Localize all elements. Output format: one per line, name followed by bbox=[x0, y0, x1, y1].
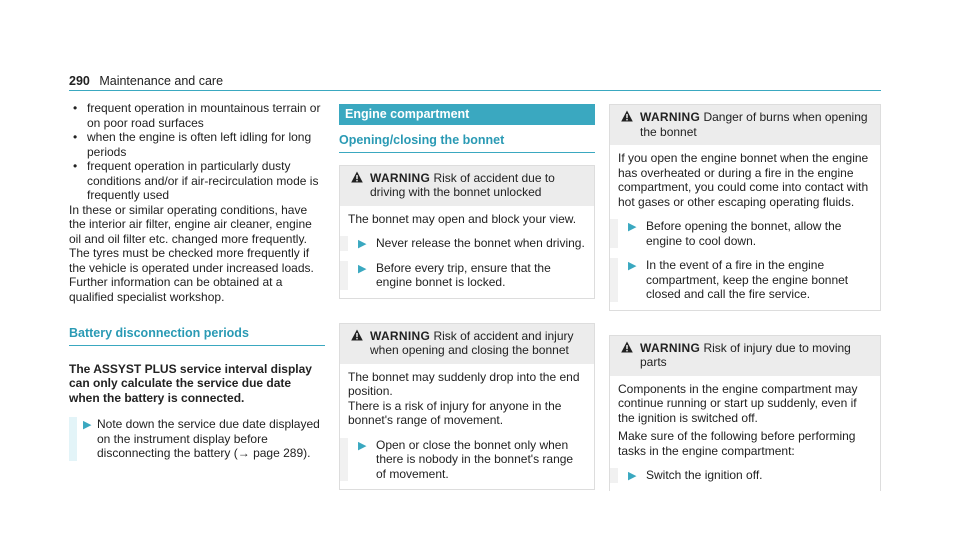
play-arrow-icon: ▶ bbox=[628, 470, 637, 482]
warning-triangle-icon bbox=[351, 329, 363, 341]
header-rule bbox=[69, 90, 881, 91]
warning-step bbox=[340, 438, 586, 482]
warning-box bbox=[609, 335, 881, 491]
battery-step bbox=[69, 417, 325, 461]
warning-body bbox=[340, 364, 594, 490]
play-arrow-icon: ▶ bbox=[628, 260, 637, 272]
column-2 bbox=[339, 104, 595, 490]
step-text: Before opening the bonnet, allow the engine to cool down. bbox=[646, 219, 842, 248]
warning-step bbox=[610, 468, 872, 483]
warning-box bbox=[609, 104, 881, 311]
warning-label: WARNING bbox=[370, 328, 431, 343]
warning-label: WARNING bbox=[640, 340, 701, 355]
step-text: Never release the bonnet when driving. bbox=[376, 236, 585, 250]
warning-step bbox=[610, 219, 872, 248]
play-arrow-icon: ▶ bbox=[358, 439, 367, 452]
warning-text: Components in the engine compartment may continue running or start up suddenly, even if the ignition is switched off. bbox=[618, 381, 858, 425]
battery-heading: Battery disconnection periods bbox=[69, 326, 325, 346]
list-item: • frequent operation in mountainous terrain or on poor road surfaces bbox=[69, 101, 325, 130]
warning-text: The bonnet may open and block your view. bbox=[348, 211, 577, 226]
warning-title: Risk of accident and injury when opening and closing the bonnet bbox=[370, 328, 574, 357]
warning-title-bar bbox=[610, 336, 880, 376]
warning-title-bar bbox=[340, 166, 594, 206]
warning-triangle-icon bbox=[621, 341, 633, 353]
warning-text: There is a risk of injury for anyone in the bonnet's range of movement. bbox=[348, 398, 562, 427]
step-text: Switch the ignition off. bbox=[646, 468, 763, 482]
warning-text: The bonnet may suddenly drop into the end position. bbox=[348, 369, 580, 398]
warning-step bbox=[340, 236, 586, 251]
play-arrow-icon: ▶ bbox=[358, 262, 367, 275]
warning-body bbox=[610, 376, 880, 491]
step-text: Open or close the bonnet only when there is nobody in the bonnet's range of movement. bbox=[376, 437, 574, 481]
section-header-engine: Engine compartment bbox=[339, 104, 595, 125]
page-number: 290 bbox=[69, 74, 90, 88]
list-item: • frequent operation in particularly dusty conditions and/or if air-recirculation mode is frequently used bbox=[69, 159, 325, 203]
warning-label: WARNING bbox=[640, 110, 701, 124]
warning-triangle-icon bbox=[351, 171, 363, 183]
warning-body bbox=[610, 145, 880, 310]
warning-step bbox=[340, 261, 586, 290]
step-text: In the event of a fire in the engine compartment, keep the engine bonnet closed and call the fire service. bbox=[646, 258, 849, 301]
warning-box bbox=[339, 165, 595, 299]
warning-triangle-icon bbox=[621, 110, 633, 122]
section-title: Maintenance and care bbox=[99, 74, 224, 88]
warning-text: Make sure of the following before performing tasks in the engine compartment: bbox=[618, 429, 856, 458]
list-item: • when the engine is often left idling for long periods bbox=[69, 130, 325, 159]
play-arrow-icon: ▶ bbox=[358, 238, 367, 250]
step-text: Before every trip, ensure that the engine bonnet is locked. bbox=[376, 260, 551, 289]
warning-label: WARNING bbox=[370, 170, 431, 185]
warning-body bbox=[340, 206, 594, 298]
play-arrow-icon: ▶ bbox=[83, 419, 92, 431]
column-3 bbox=[609, 104, 881, 491]
warning-title: Danger of burns when opening the bonnet bbox=[640, 110, 868, 139]
warning-text: If you open the engine bonnet when the engine has overheated or during a fire in the engine compartment, you could come into contact with hot gases or other escaping operating fluids. bbox=[618, 151, 869, 209]
conditions-paragraph: In these or similar operating conditions, have the interior air filter, engine air cleaner, engine oil and oil filter etc. changed more frequently. The tyres must be checked more frequently if the vehicle is operated under increased loads. Further information can be obtained at a qualified specialist workshop. bbox=[69, 202, 314, 304]
column-1 bbox=[69, 101, 325, 461]
warning-box bbox=[339, 323, 595, 491]
battery-note: The ASSYST PLUS service interval display can only calculate the service due date when the battery is connected. bbox=[69, 361, 312, 405]
page-header bbox=[69, 74, 223, 88]
warning-title-bar bbox=[610, 105, 880, 145]
step-text: Note down the service due date displayed on the instrument display before disconnecting the battery (→ page 289). bbox=[97, 417, 320, 460]
conditions-list bbox=[69, 101, 325, 203]
warning-title: Risk of injury due to moving parts bbox=[640, 340, 851, 369]
warning-title-bar bbox=[340, 324, 594, 364]
bonnet-subheading: Opening/closing the bonnet bbox=[339, 133, 595, 153]
play-arrow-icon: ▶ bbox=[628, 221, 637, 233]
warning-title: Risk of accident due to driving with the bonnet unlocked bbox=[370, 170, 555, 199]
warning-step bbox=[610, 258, 872, 302]
